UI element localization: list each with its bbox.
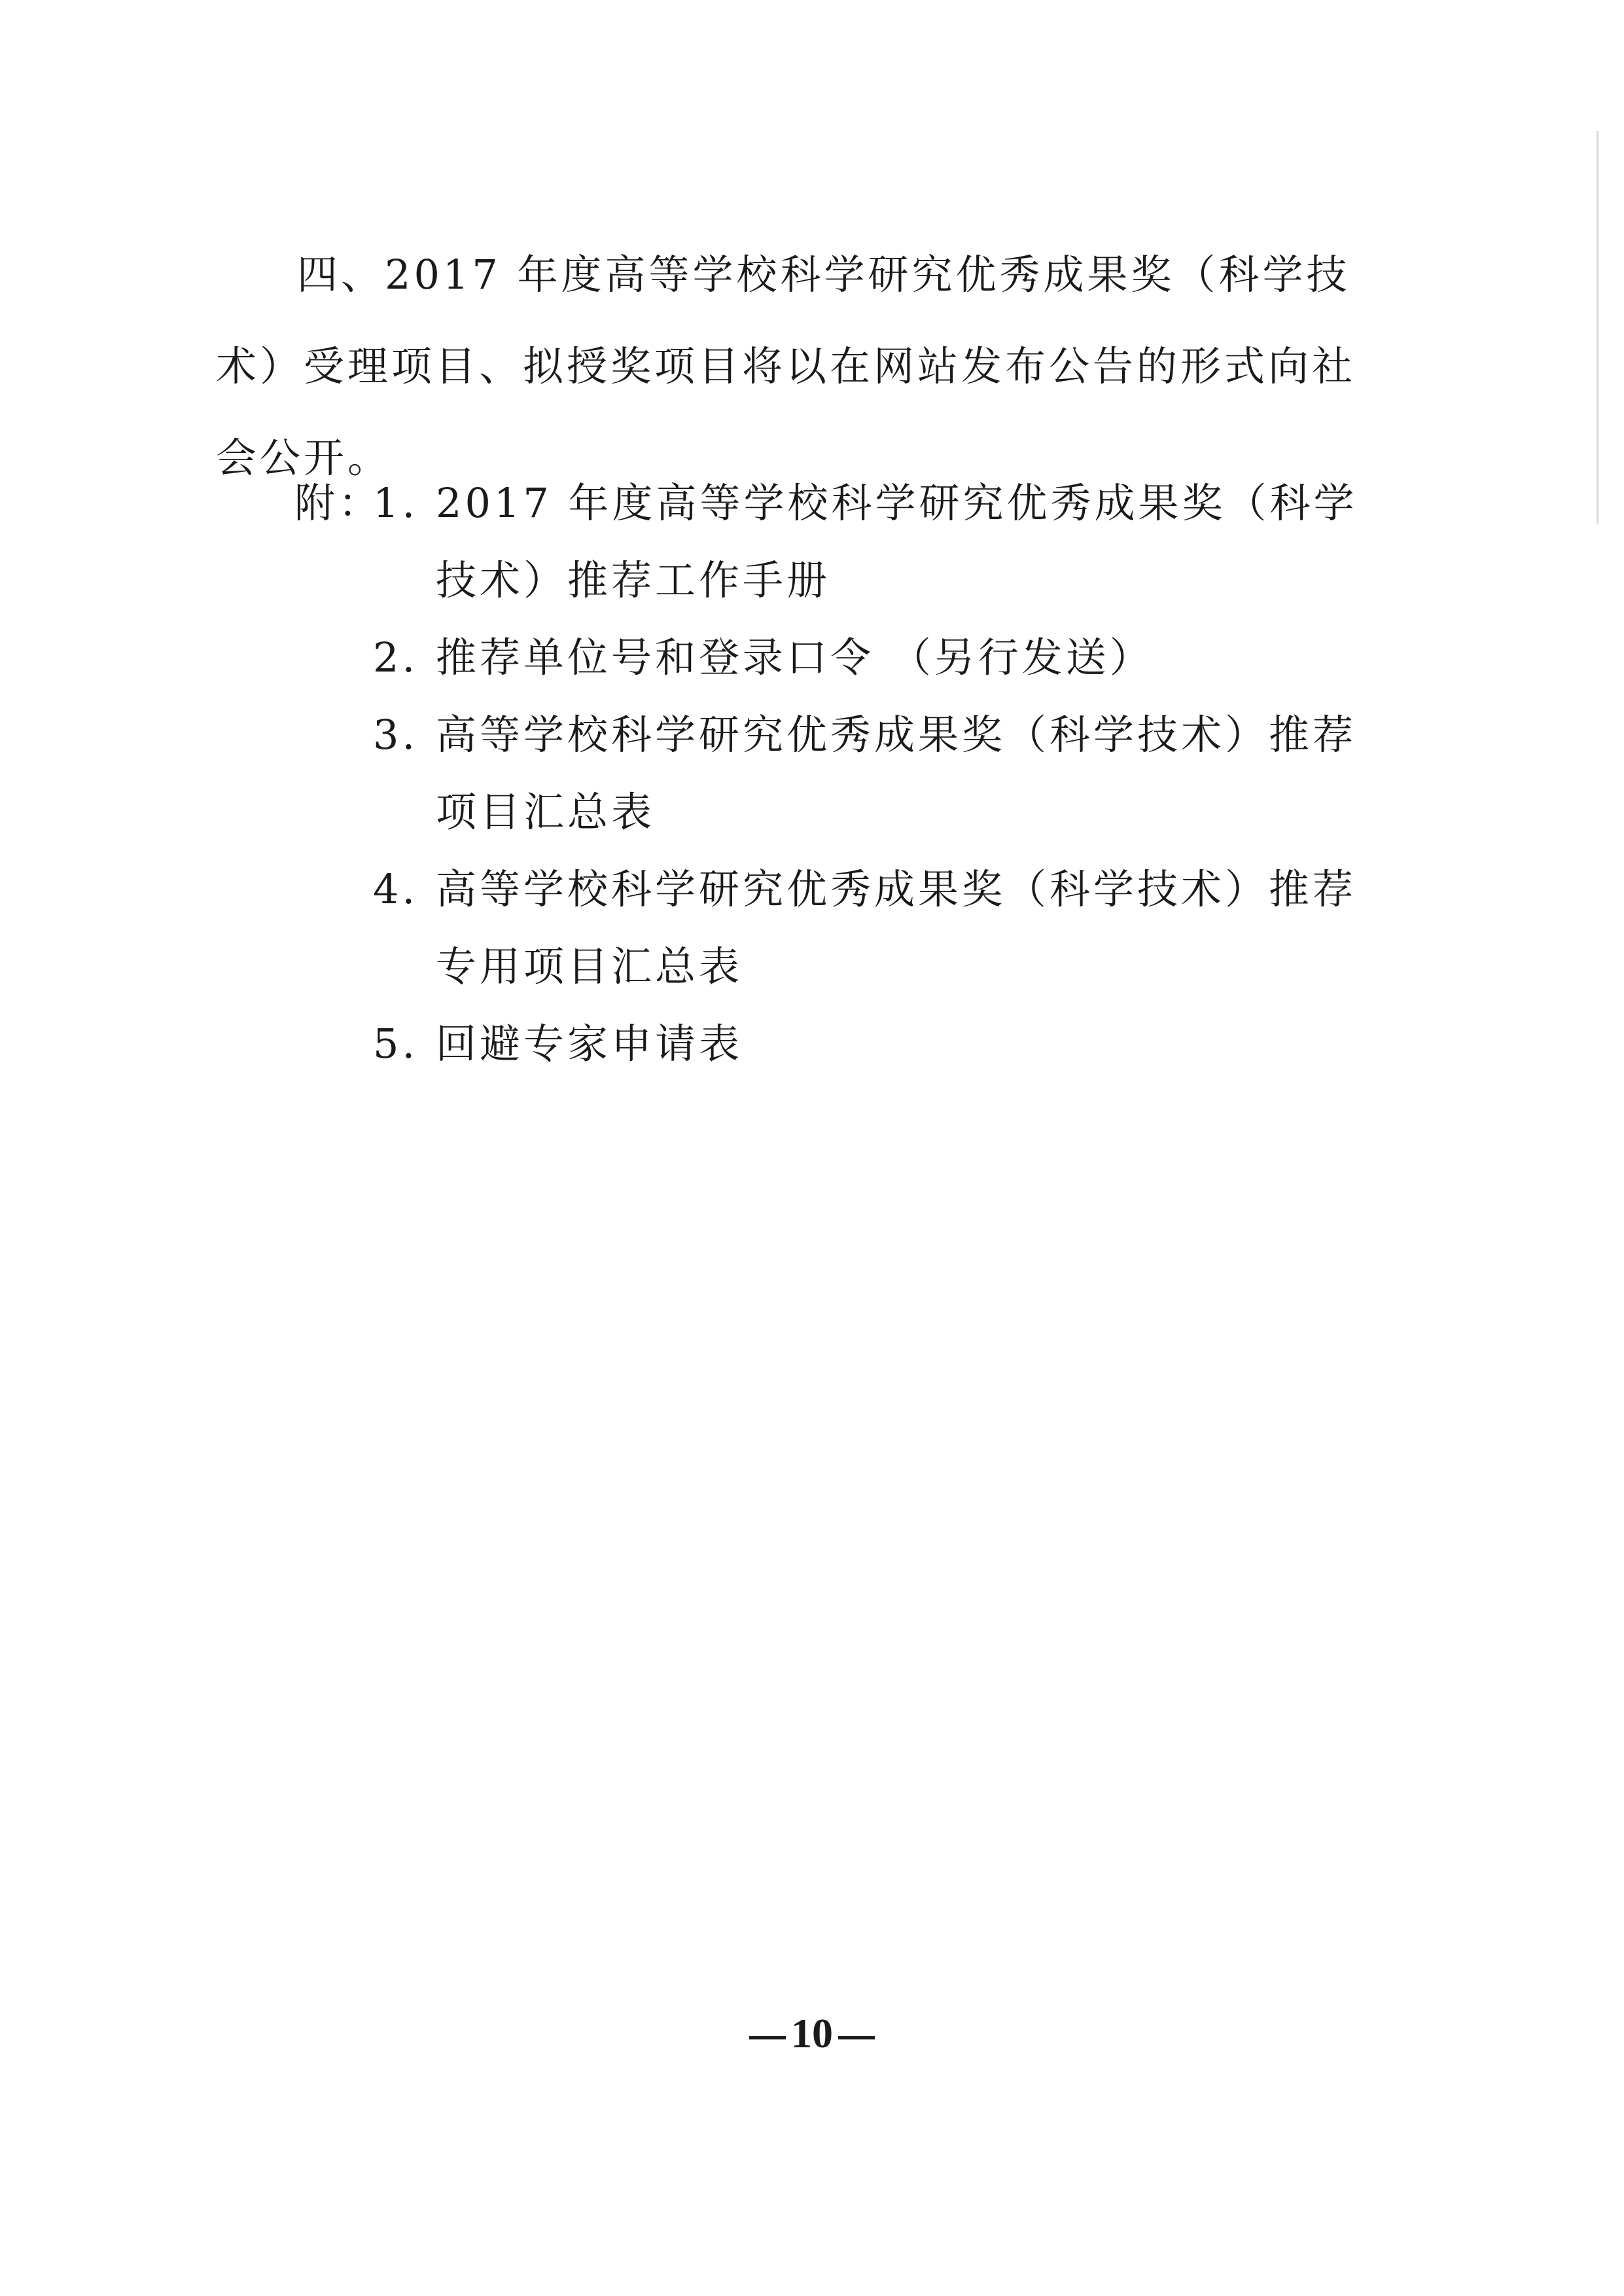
attachment-number: 2.: [373, 634, 419, 681]
page-number-footer: [0, 2009, 1624, 2058]
attachment-item: [294, 1005, 1394, 1083]
attachment-number: 3.: [373, 711, 419, 759]
body-paragraph: 四、2017 年度高等学校科学研究优秀成果奖（科学技术）受理项目、拟授奖项目将以在网站发布公告的形式向社会公开。: [216, 251, 1356, 482]
attachment-text: 推荐单位号和登录口令 （另行发送）: [436, 634, 1154, 681]
attachment-text: 回避专家申请表: [436, 1020, 743, 1067]
attachment-prefix: 附：: [294, 479, 383, 527]
attachment-number: 4.: [373, 865, 419, 913]
attachment-text: 2017 年度高等学校科学研究优秀成果奖（科学技术）推荐工作手册: [436, 479, 1358, 604]
scan-edge-mark: [1597, 131, 1598, 524]
attachment-text: 高等学校科学研究优秀成果奖（科学技术）推荐项目汇总表: [436, 711, 1357, 836]
attachment-number: 5.: [373, 1020, 419, 1067]
page-number: 10: [791, 2010, 833, 2056]
attachment-item: [294, 851, 1394, 1005]
attachment-item: [294, 619, 1394, 696]
attachment-item: [294, 465, 1394, 619]
attachment-item: [294, 696, 1394, 851]
attachment-number: 1.: [373, 479, 419, 527]
attachment-list: [294, 465, 1394, 1083]
attachment-text: 高等学校科学研究优秀成果奖（科学技术）推荐专用项目汇总表: [436, 865, 1357, 990]
dash-decoration: [749, 2036, 786, 2039]
dash-decoration: [838, 2036, 875, 2039]
